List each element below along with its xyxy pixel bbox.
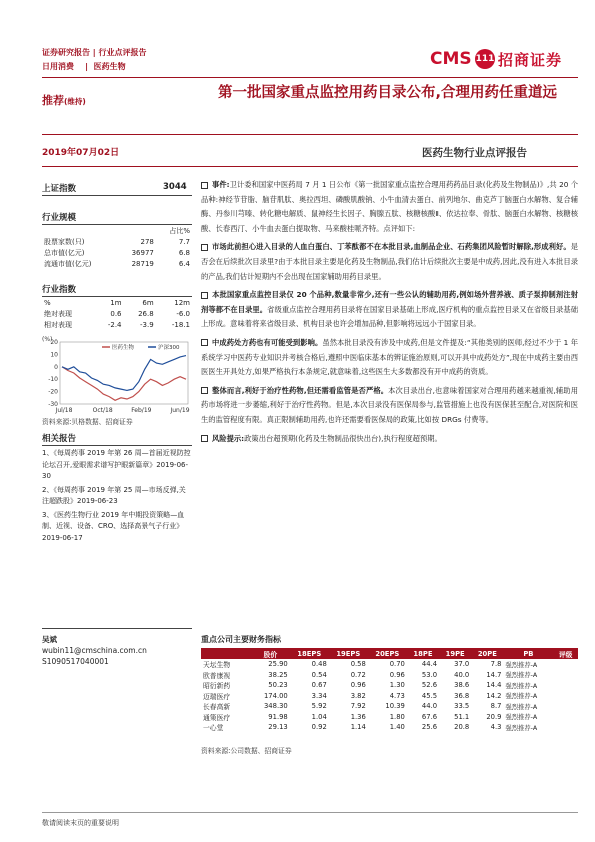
paragraph-lead: 事件:: [212, 180, 230, 189]
bullet-square-icon: [201, 292, 208, 299]
table-cell: 50.23: [268, 681, 288, 690]
sector-1: 日用消费: [42, 62, 74, 71]
scale-share: 6.8: [178, 248, 190, 257]
paragraph-text: 政策出台超预期(化药及生物制品很快出台),执行程度超预期。: [244, 433, 442, 443]
body-paragraph: [201, 240, 578, 284]
table-row: [201, 659, 578, 670]
chart-frame: [60, 342, 188, 404]
table-cell: 38.6: [454, 681, 470, 690]
body-paragraph: [201, 178, 578, 236]
bullet-square-icon: [201, 435, 208, 442]
table-cell: 44.4: [421, 660, 438, 669]
col-header: 19EPS: [329, 648, 368, 659]
y-tick-label: 10: [50, 351, 58, 359]
table-cell: 0.72: [350, 670, 366, 679]
cell: -18.1: [171, 320, 190, 329]
col-header: 12m: [174, 298, 190, 307]
paragraph-text: 虽然本批目录没有涉及中成药,但是文件提及:“其他类别的医师,经过不少于 1 年系统学习中医药专业知识并考核合格后,遵照中医临床基本的辨证施治原则,可以开具中成药处方”,现在中成药主要由西医医生开具处方,如果严格执行本条规定,就意味着,这些医生大多数都没有开中成药的资质。: [201, 337, 578, 377]
cell: -2.4: [107, 320, 122, 329]
table-cell: 1.04: [311, 712, 327, 721]
paragraph-text: 卫计委和国家中医药局 7 月 1 日公布《第一批国家重点监控合理用药药品目录(化药及生物制品)》,共 20 个品种:神经节苷脂、脑苷肌肽、奥拉西坦、磷酸肌酸钠、小牛血清去蛋白、前列地尔、曲克芦丁脑蛋白水解物、复合辅酶、丹参川芎嗪、转化糖电解质、鼠神经生长因子、胸腺五肽、核糖核酸Ⅱ、依达拉奉、骨肽、脑蛋白水解物、核糖核酸、长春西汀、小牛血去蛋白提取物、马来酸桂哌齐特。点评如下:: [201, 180, 579, 233]
table-row: [42, 308, 192, 319]
table-row: [42, 225, 192, 236]
table-row: [42, 247, 192, 258]
analyst-cert: S1090517040001: [42, 657, 109, 666]
row-label: 相对表现: [44, 320, 72, 329]
table-cell: 10.39: [385, 702, 405, 711]
table-cell: 0.54: [311, 670, 327, 679]
table-cell: 0.48: [311, 660, 327, 669]
table-row: [201, 691, 578, 702]
rating-cell: 强烈推荐-A: [505, 703, 538, 711]
table-header-row: [201, 648, 578, 659]
col-header: 1m: [110, 298, 122, 307]
table-cell: 29.13: [268, 723, 288, 732]
analyst-email[interactable]: wubin11@cmschina.com.cn: [42, 646, 147, 655]
legend-label: 医药生物: [112, 345, 135, 351]
company-name: 昭衍新药: [203, 682, 231, 691]
report-type: 证券研究报告: [42, 48, 90, 57]
industry-index-table: [42, 297, 192, 330]
table-cell: 45.5: [421, 691, 438, 700]
table-row: [42, 319, 192, 330]
index-rule: [42, 195, 192, 196]
table-cell: 14.7: [486, 670, 502, 679]
table-cell: 91.98: [268, 712, 288, 721]
x-tick-label: Feb/19: [131, 407, 152, 414]
report-name: 医药生物行业点评报告: [422, 147, 527, 159]
table-cell: 53.0: [421, 670, 438, 679]
company-name: 长春高新: [203, 703, 231, 712]
table-cell: 25.90: [268, 660, 288, 669]
bullet-square-icon: [201, 244, 208, 251]
table-cell: 174.00: [263, 691, 288, 700]
table-cell: 1.30: [389, 681, 405, 690]
paragraph-lead: 整体而言,利好于治疗性药物,但还需看监管是否严格。: [212, 385, 389, 395]
body-paragraph: [201, 432, 578, 447]
table-row: [42, 297, 192, 308]
table-cell: 1.14: [350, 723, 366, 732]
table-cell: 0.92: [311, 723, 327, 732]
table-cell: 36.8: [454, 691, 470, 700]
page-title: 第一批国家重点监控用药目录公布,合理用药任重道远: [218, 85, 558, 101]
rating-cell: 强烈推荐-A: [505, 661, 538, 669]
col-header: 20PE: [471, 648, 503, 659]
col-header: PB: [503, 648, 553, 659]
table-cell: 20.9: [486, 712, 502, 721]
table-cell: 8.7: [490, 702, 502, 711]
related-item[interactable]: 2、《每周药事 2019 年第 25 周—市场反弹,关注超跌股》2019-06-23: [42, 485, 186, 505]
table-cell: 14.4: [486, 681, 502, 690]
paragraph-lead: 本批国家重点监控目录仅 20 个品种,数量非常少,还有一些公认的辅助用药,例如场外营养液、质子泵抑制剂注射剂等都不在目录里。: [201, 290, 578, 314]
report-date: 2019年07月02日: [42, 148, 120, 158]
rating-cell: 强烈推荐-A: [505, 714, 538, 722]
table-cell: 33.5: [454, 702, 470, 711]
company-name: 欧普康视: [203, 671, 231, 680]
scale-share: 6.4: [178, 259, 190, 268]
table-row: [201, 670, 578, 681]
x-tick-label: Jul/18: [55, 407, 73, 414]
scale-value: 278: [140, 237, 154, 246]
rating-cell: 强烈推荐-A: [505, 693, 538, 701]
related-heading: 相关报告: [42, 434, 77, 444]
analyst-block: [42, 634, 147, 667]
paragraph-text: 省级重点监控合理用药目录将在国家目录基础上形成,医疗机构的重点监控目录又在省级目录基础上形成。意味着将来省级目录、机构目录也许会增加品种,但影响将远远小于国家目录。: [201, 304, 578, 329]
table-cell: 0.70: [389, 660, 405, 669]
table-row: [201, 680, 578, 691]
industry-scale-table: [42, 225, 192, 269]
fin-table-source: 资料来源:公司数据、招商证券: [201, 747, 292, 755]
paragraph-lead: 风险提示:: [212, 433, 245, 443]
performance-chart: [40, 334, 196, 414]
col-header: 18PE: [407, 648, 439, 659]
company-logo: [430, 47, 578, 73]
col-header: 股价: [251, 648, 290, 659]
table-cell: 20.8: [454, 723, 470, 732]
report-sub: 行业点评报告: [98, 48, 147, 57]
table-cell: 1.36: [350, 712, 366, 721]
cell: 26.8: [138, 309, 154, 318]
y-tick-label: 0: [54, 363, 58, 371]
logo-cms: CMS: [430, 49, 472, 69]
cell: 0.6: [110, 309, 122, 318]
table-cell: 38.25: [268, 670, 288, 679]
table-cell: 4.73: [389, 691, 405, 700]
table-cell: 7.8: [490, 660, 502, 669]
col-header: 评级: [553, 648, 578, 659]
table-row: [201, 712, 578, 723]
table-cell: 52.6: [421, 681, 438, 690]
rating-note: (维持): [64, 97, 86, 106]
table-cell: 3.82: [350, 691, 366, 700]
table-cell: 0.96: [350, 681, 366, 690]
rating-cell: 强烈推荐-A: [505, 672, 538, 680]
paragraph-text: 本次目录出台,也意味着国家对合理用药越来越重视,辅助用药市场将进一步萎缩,利好于治疗性药物。但是,本次目录没有医保局参与,监管措施上也没有医保甚至配合,对医院和医生的监管程度有限。真正限制辅助用药,也许还需要看医保局的政策,比如按 DRGs 付费等。: [201, 385, 578, 424]
related-item[interactable]: 3、《医药生物行业 2019 年中期投资策略—血制、近视、设备、CRO、选择高景气子行业》2019-06-17: [42, 510, 185, 542]
row-label: 绝对表现: [44, 309, 72, 318]
scale-value: 36977: [131, 248, 154, 257]
table-cell: 14.2: [486, 691, 502, 700]
share-header: 占比%: [169, 226, 190, 235]
legend-label: 沪深300: [158, 345, 180, 351]
rating-label: 推荐: [42, 94, 64, 107]
index-label: 上证指数: [42, 184, 77, 194]
table-row: [42, 258, 192, 269]
body-text: [201, 178, 578, 446]
header-sector: [42, 61, 126, 72]
logo-cn: 招商证券: [498, 51, 563, 69]
y-tick-label: 20: [50, 339, 58, 346]
industry-scale-heading: 行业规模: [42, 213, 77, 223]
footer-note: 敬请阅读末页的重要说明: [42, 819, 119, 827]
col-header: 20EPS: [368, 648, 407, 659]
table-cell: 67.6: [421, 712, 438, 721]
table-cell: 51.1: [454, 712, 470, 721]
y-tick-label: -30: [48, 401, 58, 408]
bullet-square-icon: [201, 339, 208, 346]
rating-cell: 强烈推荐-A: [505, 724, 538, 732]
body-paragraph: [201, 336, 578, 380]
x-tick-label: Oct/18: [92, 407, 113, 414]
table-cell: 4.3: [490, 723, 502, 732]
related-list: [42, 448, 192, 544]
company-name: 一心堂: [203, 724, 224, 733]
title-rule: [42, 134, 578, 135]
scale-label: 股票家数(只): [44, 237, 85, 246]
paragraph-text: 是否会在后续批次目录里?由于本批目录主要是化药及生物制品,我们估计后续批次主要是中成药,因此,没有进入本批目录的产品,我们估计短期内不会出现在国家辅助用药目录里。: [201, 242, 578, 281]
table-cell: 7.92: [350, 702, 366, 711]
scale-label: 流通市值(亿元): [44, 259, 92, 268]
header-report-type: [42, 47, 147, 58]
sector-2: 医药生物: [93, 62, 126, 71]
scale-share: 7.7: [178, 237, 190, 246]
fin-table-heading: 重点公司主要财务指标: [201, 635, 281, 644]
rating: [42, 92, 86, 108]
col-header: 6m: [142, 298, 154, 307]
series-line-1: [62, 356, 186, 391]
header-separator: |: [76, 62, 91, 71]
table-cell: 5.92: [311, 702, 327, 711]
header-rule: [42, 77, 578, 78]
company-name: 通策医疗: [203, 713, 231, 722]
table-cell: 348.30: [263, 702, 288, 711]
related-rule: [42, 445, 192, 446]
body-paragraph: [201, 384, 578, 428]
analyst-name: 吴斌: [42, 635, 57, 644]
cell: -6.0: [176, 309, 190, 318]
header-separator: |: [92, 48, 99, 57]
paragraph-lead: 市场此前担心进入目录的人血白蛋白、丁苯酞都不在本批目录,血制品企业、石药集团风险暂时解除,形成利好。: [212, 242, 571, 252]
logo-mark-icon: 111: [475, 49, 495, 69]
table-cell: 0.58: [350, 660, 366, 669]
index-value: 3044: [163, 182, 187, 192]
related-item[interactable]: 1、《每周药事 2019 年第 26 周—首届近视防控论坛召开,爱眼需求谱写护眼新篇章》2019-06-30: [42, 449, 191, 480]
y-axis-label: (%): [42, 336, 53, 343]
col-header: 18EPS: [290, 648, 329, 659]
col-header: [201, 648, 251, 659]
chart-source: 资料来源:贝格数据、招商证券: [42, 418, 133, 426]
date-rule: [42, 166, 578, 167]
table-row: [201, 701, 578, 712]
y-tick-label: -10: [48, 376, 58, 384]
table-cell: 0.96: [389, 670, 405, 679]
cell: -3.9: [140, 320, 154, 329]
table-cell: 1.40: [389, 723, 405, 732]
footer-rule: [42, 812, 578, 813]
table-cell: 44.0: [421, 702, 438, 711]
col-header: 19PE: [439, 648, 471, 659]
company-name: 迈瑞医疗: [203, 692, 231, 701]
y-tick-label: -20: [48, 388, 58, 396]
table-cell: 25.6: [421, 723, 438, 732]
scale-label: 总市值(亿元): [44, 248, 85, 257]
table-cell: 37.0: [454, 660, 470, 669]
fin-table: [201, 648, 578, 733]
company-name: 天坛生物: [203, 661, 231, 670]
body-paragraph: [201, 288, 578, 332]
table-row: [201, 722, 578, 733]
rating-cell: 强烈推荐-A: [505, 682, 538, 690]
bullet-square-icon: [201, 182, 208, 189]
col-header: %: [44, 298, 51, 307]
table-cell: 40.0: [454, 670, 470, 679]
paragraph-lead: 中成药处方药也有可能受到影响。: [212, 337, 323, 347]
table-row: [42, 236, 192, 247]
table-cell: 3.34: [311, 691, 327, 700]
table-cell: 0.67: [311, 681, 327, 690]
analyst-rule: [42, 628, 192, 629]
x-tick-label: Jun/19: [170, 407, 190, 414]
industry-index-heading: 行业指数: [42, 285, 77, 295]
scale-value: 28719: [131, 259, 154, 268]
table-cell: 1.80: [389, 712, 405, 721]
bullet-square-icon: [201, 387, 208, 394]
